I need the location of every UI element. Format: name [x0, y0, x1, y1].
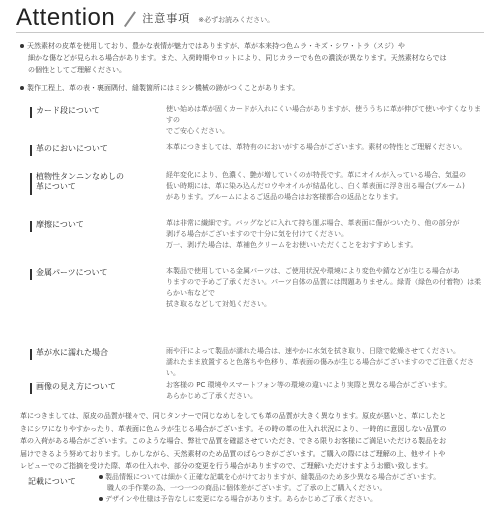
section-body: 革は非常に繊細です。バッグなどに入れて持ち運ぶ場合、革表面に傷がついたり、他の部分が 剥げる場合がございますので十分に気を付けてください。 万一、剥げた場合は、革補色クリームをお使いいただくことをおすすめします。 [166, 219, 460, 249]
slash-divider [123, 11, 137, 27]
bullet-icon [99, 475, 103, 479]
intro-item [20, 40, 490, 76]
section-body: 本革につきましては、革特有のにおいがする場合がございます。素材の特性とご理解ください。 [166, 143, 467, 151]
section-bar [30, 107, 32, 118]
section-title: 摩擦について [36, 220, 84, 229]
intro-item [20, 82, 490, 94]
section-title: 革が水に濡れた場合 [36, 348, 108, 357]
section-bar [30, 145, 32, 156]
bullet-icon [20, 44, 24, 48]
bullet-icon [99, 497, 103, 501]
section-bar [30, 221, 32, 232]
section-title: 画像の見え方について [36, 382, 116, 391]
intro-line: 天然素材の皮革を使用しており、豊かな表情が魅力ではありますが、革が本来持つ色ムラ・キズ・シワ・トラ（スジ）や [27, 42, 405, 50]
intro-line: 細かな傷などが見られる場合があります。また、入荷時期やロットにより、同じカラーでも色の濃淡が異なります。天然素材ならでは [28, 54, 447, 62]
header-divider [16, 32, 484, 33]
intro-line: 製作工程上、革の表・裏面隅付、縫製箇所にはミシン機械の跡がつくことがあります。 [27, 84, 300, 92]
section-title: カード段について [36, 106, 100, 115]
section-bar [30, 173, 32, 195]
page-title: Attention [16, 4, 116, 31]
section-title: 革のにおいについて [36, 144, 108, 153]
section-body: 経年変化により、色濃く、艶が増していくのが特長です。革にオイルが入っている場合、気温の 低い時期には、革に染み込んだロウやオイルが結晶化し、白く革表面に浮き出る場合(ブルーム) があります。ブルームによるご返品の場合はお客様都合の返品となります。 [166, 171, 466, 201]
page-subtitle: 注意事項 [142, 12, 191, 25]
footer-label: 記載について [28, 477, 76, 486]
header [16, 5, 274, 31]
section-title: 植物性タンニンなめしの 革について [36, 172, 124, 191]
section-bar [30, 349, 32, 360]
section-bar [30, 269, 32, 280]
intro-line: の個性としてご理解ください。 [28, 66, 126, 74]
section-body: 使い始めは革が固くカードが入れにくい場合がありますが、使ううちに革が伸びて使いやすくなりますの でご安心ください。 [166, 105, 481, 135]
section-body: 本製品で使用している金属パーツは、ご使用状況や環境により変色や錆などが生じる場合があ りますので予めご了承ください。パーツ自体の品質には問題ありません。緑青（緑色の付着物）は柔らかい布などで 拭き取るなどして対処ください。 [166, 267, 482, 308]
leather-quality-paragraph: 革につきましては、原皮の品質が様々で、同じタンナーで同じなめしをしても革の品質が大きく異なります。原皮が悪いと、革にしたと きにシワになりやすかったり、革表面に色ムラが生じる場合がございます。その時の革の仕入れ状況により、一時的に意図しない品質の 革の入荷がある場合がございます。このような場合、弊社で品質を確認させていただき、できる限りお客様にご満足いただける製品をお 届けできるよう努めております。しかしながら、天然素材のため品質のばらつきがございます。ご購入の際にはご理解の上、他サイトや レビューでのご指摘を受けた際、革の仕入れや、部分の変更を行う場合がありますので、ご理解いただけますようお願い致します。 [20, 412, 447, 470]
header-note: ※必ずお読みください。 [198, 16, 275, 24]
section-body: お客様の PC 環境やスマートフォン等の環境の違いにより実際と異なる場合がございます。 あらかじめご了承ください。 [166, 381, 452, 400]
section-body: 雨や汗によって製品が濡れた場合は、速やかに水気を拭き取り、日陰で乾燥させてください。 濡れたまま放置すると色落ちや色移り、革表面の傷みが生じる場合がございますのでご注意ください。 [166, 347, 474, 377]
footer-body: 製品情報については細かく正確な記載を心がけておりますが、縫製品のため多少異なる場合がございます。 職人の手作業の為、一つ一つの商品に個体差がございます。ご了承の上ご購入ください。 デザインや仕様は予告なしに変更になる場合があります。あらかじめご了承ください。 [99, 472, 489, 505]
bullet-icon [20, 86, 24, 90]
section-title: 金属パーツについて [36, 268, 108, 277]
section-bar [30, 383, 32, 394]
